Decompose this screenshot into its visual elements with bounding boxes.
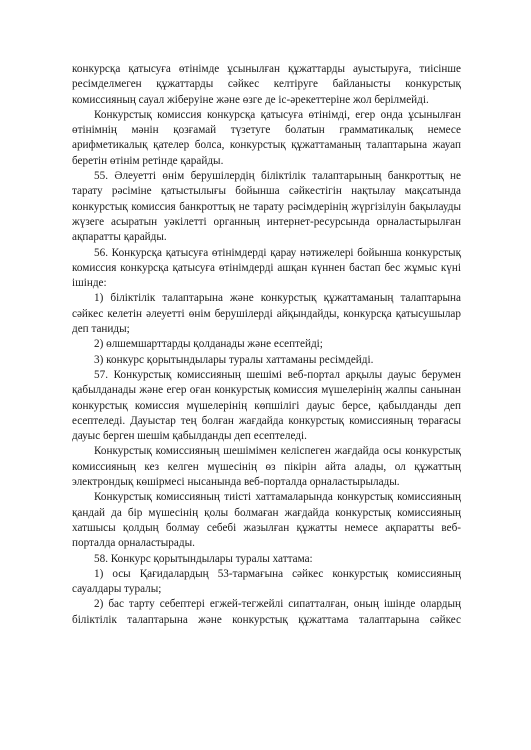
paragraph-57: 57. Конкурстық комиссияның шешімі веб-портал арқылы дауыс берумен қабылданады және егер оған конкурстық комиссия мүшелерінің жалпы санынан конкурстық комиссия мүшелерінің көпшілігі дауыс берсе, қабылданды деп есептеледі. Дауыстар тең болған жағдайда конкурстық комиссияның төрағасы дауыс берген шешім қабылданды деп есептеледі.	[72, 368, 461, 443]
paragraph-dissent: Конкурстық комиссияның шешімімен келіспеген жағдайда осы конкурстық комиссияның кез келген мүшесінің өз пікірін айта алады, ол құжаттың электрондық көшірмесі нысанында веб-порталда орналастырылады.	[72, 445, 461, 489]
list-item-58-2: 2) бас тарту себептері егжей-тегжейлі сипатталған, оның ішінде олардың біліктілік талаптарына және конкурстық құжаттама талаптарына сәйкес	[72, 598, 461, 626]
paragraph-55: 55. Әлеуетті өнім берушілердің біліктілік талаптарының банкроттық не тарату рәсіміне қатыстылығы бойынша сәйкестігін нақтылау мақсатында конкурстық комиссия банкроттық не тарату рәсімдерінің жүргізілуін бақылауды жүзеге асыратын уәкілетті органның интернет-ресурсында орналастырылған ақпаратты қарайды.	[72, 170, 461, 244]
list-item-56-2: 2) өлшемшарттарды қолданады және есептейді;	[94, 338, 323, 351]
paragraph-missing-signature: Конкурстық комиссияның тиісті хаттамаларында конкурстық комиссияның қандай да бір мүшесінің қолы болмаған жағдайда конкурстық комиссияның хатшысы қолдың болмау себебі жазылған құжатты немесе ақпаратты веб-порталда орналастырады.	[72, 491, 461, 550]
paragraph-continuation: конкурсқа қатысуға өтінімде ұсынылған құжаттарды ауыстыруға, тиісінше ресімделмеген құжаттарды сәйкес келтіруге байланысты конкурстық комиссияның сауал жіберуіне және өзге де іс-әрекеттеріне жол берілмейді.	[72, 63, 461, 106]
list-item-58-1: 1) осы Қағидалардың 53-тармағына сәйкес конкурстық комиссияның сауалдары туралы;	[72, 567, 461, 596]
list-item-56-3: 3) конкурс қорытындылары туралы хаттаманы ресімдейді.	[94, 353, 374, 366]
list-item-56-1: 1) біліктілік талаптарына және конкурстық құжаттаманың талаптарына сәйкес келетін әлеуетті өнім берушілерді айқындайды, конкурсқа қатысушылар деп таниды;	[72, 292, 461, 336]
paragraph-58: 58. Конкурс қорытындылары туралы хаттама:	[94, 552, 313, 565]
paragraph-56: 56. Конкурсқа қатысуға өтінімдерді қарау нәтижелері бойынша конкурстық комиссия конкурсқа қатысуға өтінімдерді ашқан күннен бастап бес жұмыс күні ішінде:	[72, 246, 461, 290]
paragraph-grammatical-errors: Конкурстық комиссия конкурсқа қатысуға өтінімді, егер онда ұсынылған өтінімнің мәнін қозғамай түзетуге болатын грамматикалық немесе арифметикалық қателер болса, конкурстық құжаттаманың талаптарына жауап беретін өтінім ретінде қарайды.	[72, 108, 461, 167]
